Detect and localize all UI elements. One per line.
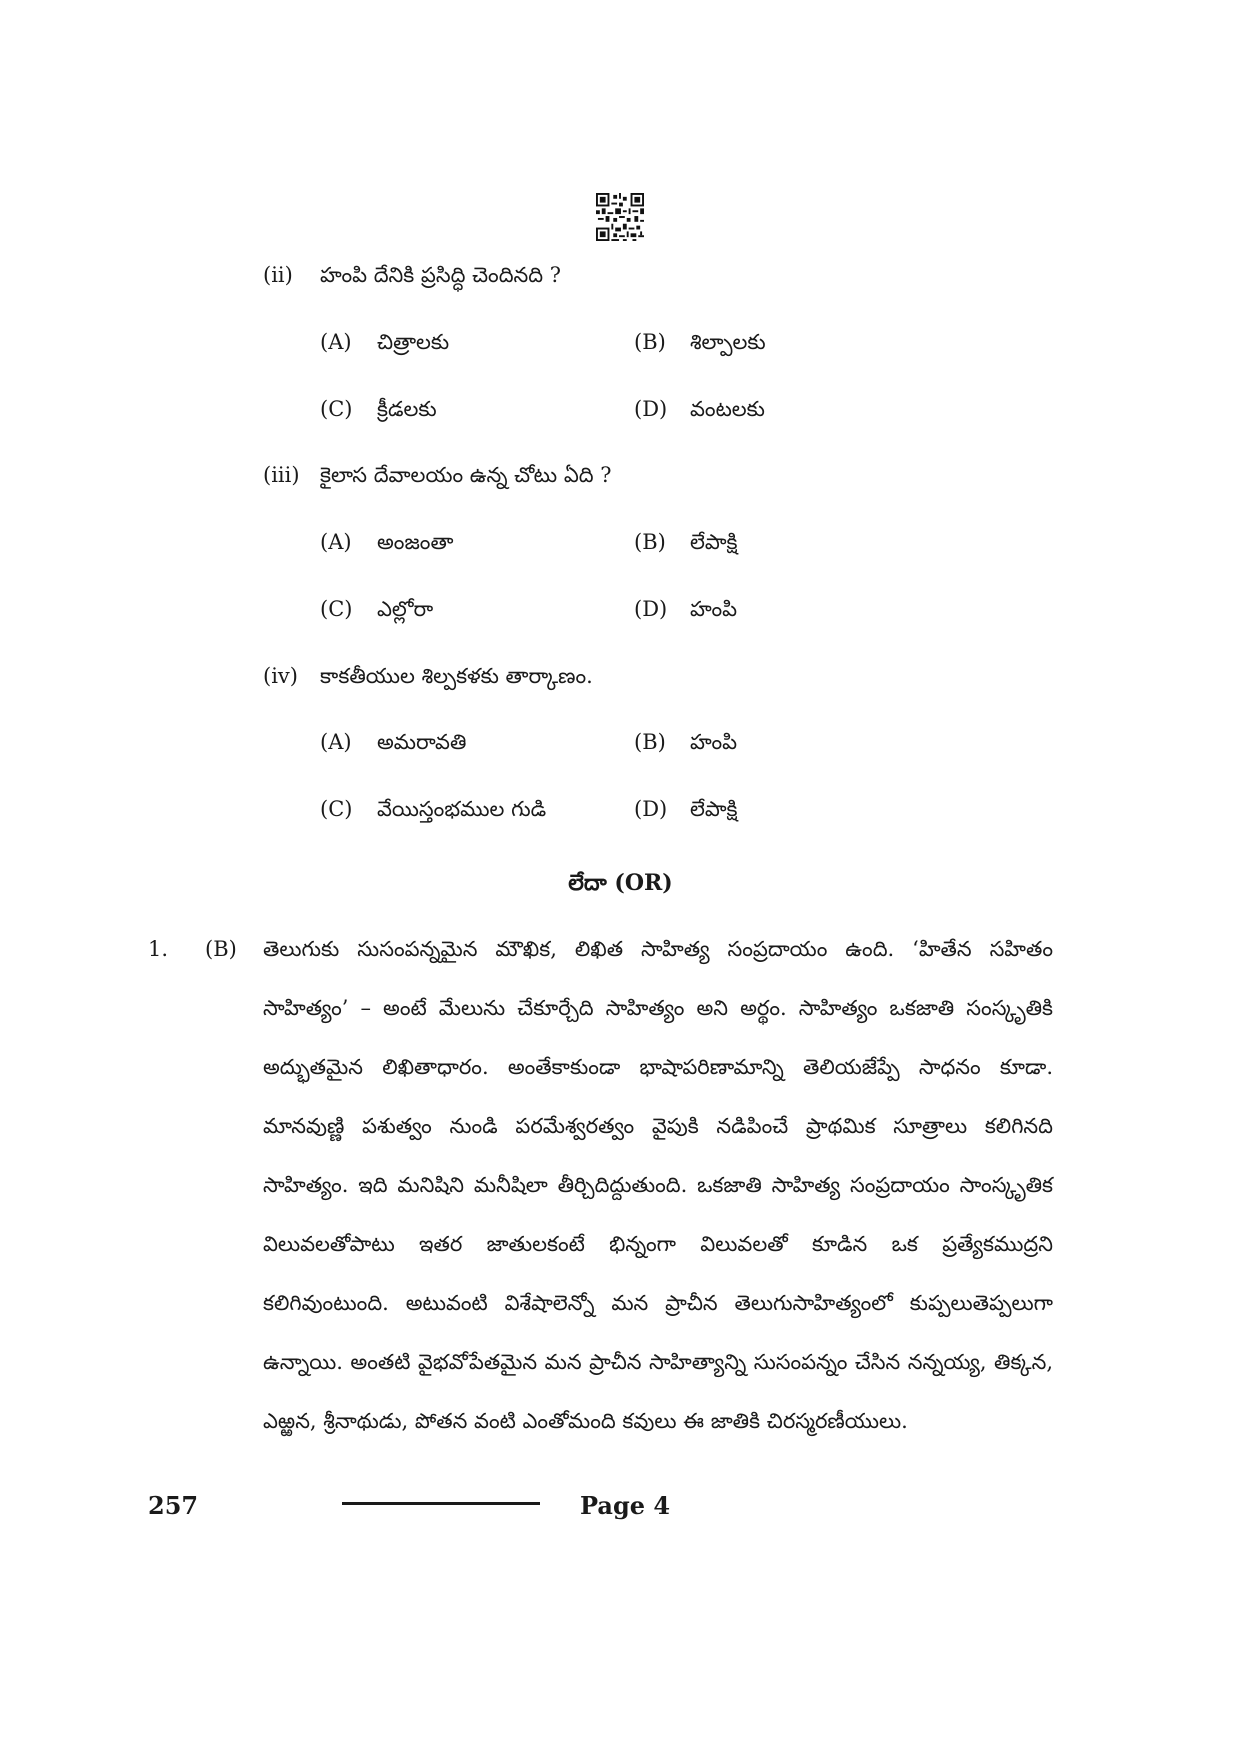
option-text: అంజంతా	[377, 530, 454, 554]
passage-line: సాహిత్యం’ – అంటే మేలును చేకూర్చేది సాహిత్యం అని అర్థం. సాహిత్యం ఒకజాతి సంస్కృతికి	[263, 996, 1053, 1020]
paper-code: 257	[148, 1491, 199, 1520]
option-label: (D)	[634, 397, 668, 421]
passage-line: ఎఱ్ఱన, శ్రీనాథుడు, పోతన వంటి ఎంతోమంది కవులు ఈ జాతికి చిరస్మరణీయులు.	[263, 1409, 908, 1433]
option-label: (B)	[634, 730, 666, 754]
option-label: (D)	[634, 597, 668, 621]
option-text: హంపి	[690, 597, 738, 621]
or-divider-label: లేదా (OR)	[568, 870, 673, 896]
passage-line: సాహిత్యం. ఇది మనిషిని మనీషిలా తీర్చిదిద్దుతుంది. ఒకజాతి సాహిత్య సంప్రదాయం సాంస్కృతిక	[263, 1173, 1053, 1197]
option-label: (A)	[320, 730, 352, 754]
passage-line: ఉన్నాయి. అంతటి వైభవోపేతమైన మన ప్రాచీన సాహిత్యాన్ని సుసంపన్నం చేసిన నన్నయ్య, తిక్కన,	[263, 1350, 1053, 1374]
question-text: హంపి దేనికి ప్రసిద్ధి చెందినది ?	[320, 263, 562, 287]
option-label: (A)	[320, 330, 352, 354]
option-text: లేపాక్షి	[690, 530, 738, 554]
question-number: (ii)	[263, 263, 293, 287]
option-label: (B)	[634, 330, 666, 354]
passage-line: తెలుగుకు సుసంపన్నమైన మౌఖిక, లిఖిత సాహిత్య సంప్రదాయం ఉంది. ‘హితేన సహితం	[263, 937, 1053, 961]
option-text: అమరావతి	[377, 730, 467, 754]
page-number: Page 4	[580, 1491, 671, 1520]
passage-line: అద్భుతమైన లిఖితాధారం. అంతేకాకుండా భాషాపరిణామాన్ని తెలియజేప్పే సాధనం కూడా.	[263, 1055, 1053, 1079]
passage-line: మానవుణ్ణి పశుత్వం నుండి పరమేశ్వరత్వం వైపుకి నడిపించే ప్రాథమిక సూత్రాలు కలిగినది	[263, 1114, 1053, 1138]
question-number: 1.	[148, 937, 169, 961]
option-label: (A)	[320, 530, 352, 554]
option-text: లేపాక్షి	[690, 797, 738, 821]
option-text: హంపి	[690, 730, 738, 754]
question-text: కాకతీయుల శిల్పకళకు తార్కాణం.	[320, 664, 593, 688]
option-text: వేయిస్తంభముల గుడి	[377, 797, 547, 821]
question-number: (iii)	[263, 463, 300, 487]
option-label: (C)	[320, 797, 353, 821]
option-text: క్రీడలకు	[377, 397, 437, 421]
question-text: కైలాస దేవాలయం ఉన్న చోటు ఏది ?	[320, 463, 612, 487]
passage-line: విలువలతోపాటు ఇతర జాతులకంటే భిన్నంగా విలువలతో కూడిన ఒక ప్రత్యేకముద్రని	[263, 1232, 1053, 1256]
option-label: (C)	[320, 597, 353, 621]
option-text: శిల్పాలకు	[690, 330, 766, 354]
question-number: (iv)	[263, 664, 298, 688]
option-label: (D)	[634, 797, 668, 821]
option-label: (B)	[634, 530, 666, 554]
option-label: (C)	[320, 397, 353, 421]
footer-rule	[342, 1502, 540, 1505]
question-part: (B)	[205, 937, 237, 961]
qr-code	[596, 193, 644, 241]
option-text: ఎల్లోరా	[377, 597, 434, 621]
passage-line: కలిగివుంటుంది. అటువంటి విశేషాలెన్నో మన ప్రాచీన తెలుగుసాహిత్యంలో కుప్పలుతెప్పలుగా	[263, 1291, 1053, 1315]
option-text: వంటలకు	[690, 397, 765, 421]
option-text: చిత్రాలకు	[377, 330, 450, 354]
